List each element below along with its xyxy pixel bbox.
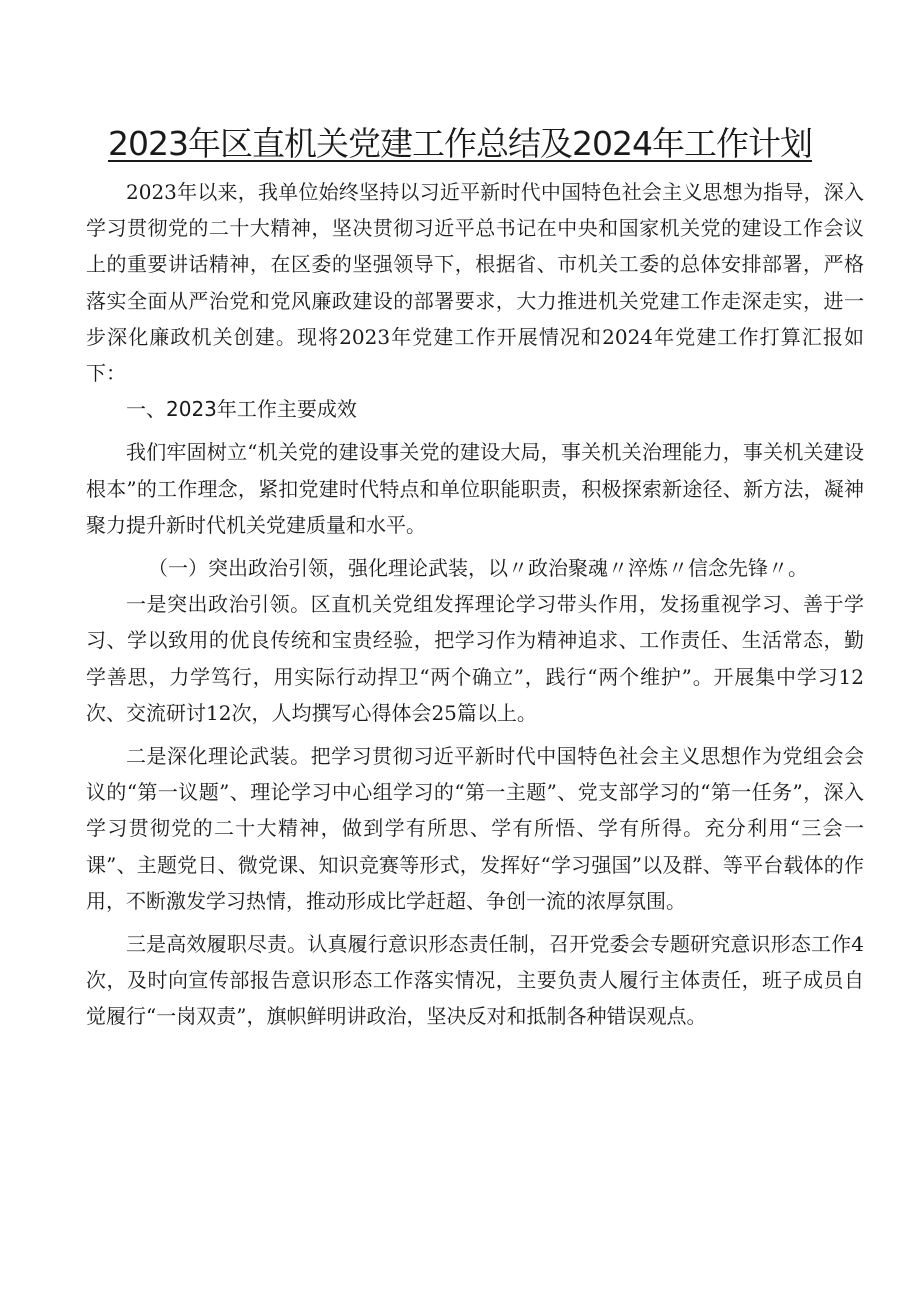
paragraph-duty-performance: 三是高效履职尽责。认真履行意识形态责任制，召开党委会专题研究意识形态工作4次，及时向宣传部报告意识形态工作落实情况，主要负责人履行主体责任，班子成员自觉履行“一岗双责”，旗帜鲜明讲政治，坚决反对和抵制各种错误观点。 xyxy=(86,932,864,1029)
document-body xyxy=(86,174,864,1035)
paragraph-concept: 我们牢固树立“机关党的建设事关党的建设大局，事关机关治理能力，事关机关建设根本”的工作理念，紧扣党建时代特点和单位职能职责，积极探索新途径、新方法，凝神聚力提升新时代机关党建质量和水平。 xyxy=(86,440,864,537)
subsection-heading-1: （一）突出政治引领，强化理论武装，以〃政治聚魂〃淬炼〃信念先锋〃。 xyxy=(148,556,808,581)
paragraph-theory-study: 二是深化理论武装。把学习贯彻习近平新时代中国特色社会主义思想作为党组会会议的“第一议题”、理论学习中心组学习的“第一主题”、党支部学习的“第一任务”，深入学习贯彻党的二十大精神，做到学有所思、学有所悟、学有所得。充分利用“三会一课”、主题党日、微党课、知识竞赛等形式，发挥好“学习强国”以及群、等平台载体的作用，不断激发学习热情，推动形成比学赶超、争创一流的浓厚氛围。 xyxy=(86,744,864,913)
paragraph-political-guidance: 一是突出政治引领。区直机关党组发挥理论学习带头作用，发扬重视学习、善于学习、学以致用的优良传统和宝贵经验，把学习作为精神追求、工作责任、生活常态，勤学善思，力学笃行，用实际行动捍卫“两个确立”，践行“两个维护”。开展集中学习12次、交流研讨12次，人均撰写心得体会25篇以上。 xyxy=(86,592,864,725)
paragraph-intro: 2023年以来，我单位始终坚持以习近平新时代中国特色社会主义思想为指导，深入学习贯彻党的二十大精神，坚决贯彻习近平总书记在中央和国家机关党的建设工作会议上的重要讲话精神，在区委的坚强领导下，根据省、市机关工委的总体安排部署，严格落实全面从严治党和党风廉政建设的部署要求，大力推进机关党建工作走深走实，进一步深化廉政机关创建。现将2023年党建工作开展情况和2024年党建工作打算汇报如下： xyxy=(86,180,864,386)
document-title: 2023年区直机关党建工作总结及2024年工作计划 xyxy=(108,124,812,163)
section-heading-1: 一、2023年工作主要成效 xyxy=(126,397,357,422)
